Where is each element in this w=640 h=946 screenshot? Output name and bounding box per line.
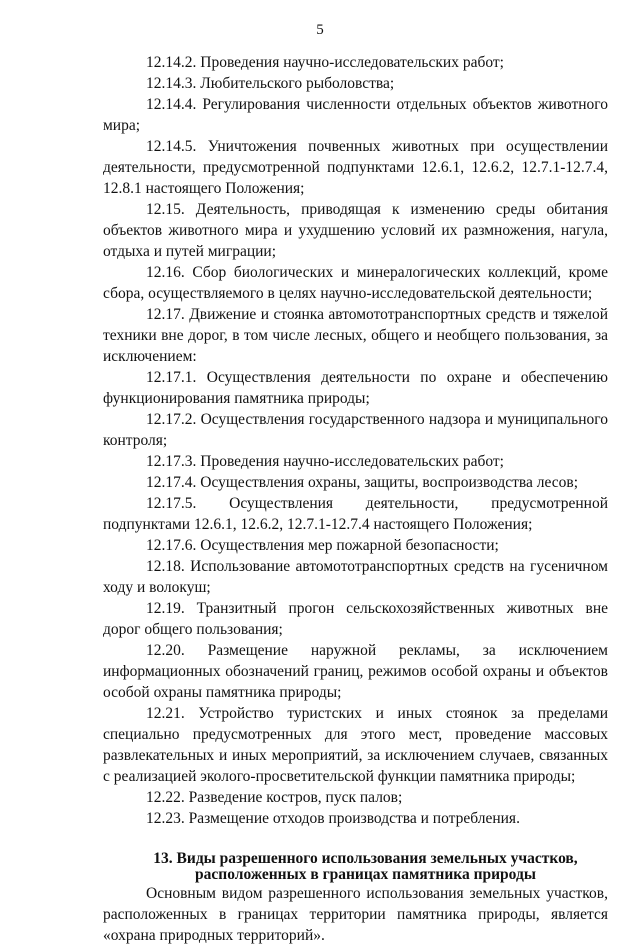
paragraph-12-16: 12.16. Сбор биологических и минералогических коллекций, кроме сбора, осуществляемого в целях научно-исследовательской деятельности; — [103, 264, 608, 302]
document-body — [103, 52, 608, 946]
paragraph-12-17-3: 12.17.3. Проведения научно-исследовательских работ; — [146, 453, 504, 470]
paragraph-12-17: 12.17. Движение и стоянка автомототранспортных средств и тяжелой техники вне дорог, в том числе лесных, общего и необщего пользования, за исключением: — [103, 306, 608, 365]
paragraph-12-21: 12.21. Устройство туристских и иных стоянок за пределами специально предусмотренных для этого мест, проведение массовых развлекательных и иных мероприятий, за исключением случаев, связанных с реализацией эколого-просветительской функции памятника природы; — [103, 705, 608, 785]
section-13-heading — [103, 851, 608, 883]
paragraph-12-14-5: 12.14.5. Уничтожения почвенных животных при осуществлении деятельности, предусмотренной подпунктами 12.6.1, 12.6.2, 12.7.1-12.7.4, 12.8.1 настоящего Положения; — [103, 138, 608, 197]
paragraph-12-19: 12.19. Транзитный прогон сельскохозяйственных животных вне дорог общего пользования; — [103, 600, 608, 638]
paragraph-12-17-4: 12.17.4. Осуществления охраны, защиты, воспроизводства лесов; — [146, 474, 579, 491]
paragraph-12-23: 12.23. Размещение отходов производства и потребления. — [146, 810, 520, 827]
paragraph-12-14-4: 12.14.4. Регулирования численности отдельных объектов животного мира; — [103, 96, 608, 134]
section-13-heading-line2: расположенных в границах памятника природы — [195, 866, 536, 883]
section-13-body: Основным видом разрешенного использования земельных участков, расположенных в границах территории памятника природы, является «охрана природных территорий». — [103, 885, 608, 944]
paragraph-12-17-6: 12.17.6. Осуществления мер пожарной безопасности; — [146, 537, 499, 554]
paragraph-12-14-2: 12.14.2. Проведения научно-исследовательских работ; — [146, 54, 504, 71]
paragraph-12-17-5: 12.17.5. Осуществления деятельности, предусмотренной подпунктами 12.6.1, 12.6.2, 12.7.1-12.7.4 настоящего Положения; — [103, 495, 608, 533]
paragraph-12-15: 12.15. Деятельность, приводящая к изменению среды обитания объектов животного мира и ухудшению условий их размножения, нагула, отдыха и путей миграции; — [103, 201, 608, 260]
paragraph-12-17-1: 12.17.1. Осуществления деятельности по охране и обеспечению функционирования памятника природы; — [103, 369, 608, 407]
paragraph-12-17-2: 12.17.2. Осуществления государственного надзора и муниципального контроля; — [103, 411, 608, 449]
page-number: 5 — [316, 22, 324, 38]
paragraph-12-18: 12.18. Использование автомототранспортных средств на гусеничном ходу и волокуш; — [103, 558, 608, 596]
paragraph-12-20: 12.20. Размещение наружной рекламы, за исключением информационных обозначений границ, режимов особой охраны и объектов особой охраны памятника природы; — [103, 642, 608, 701]
section-13-heading-line1: 13. Виды разрешенного использования земельных участков, — [153, 850, 578, 867]
paragraph-12-22: 12.22. Разведение костров, пуск палов; — [146, 789, 403, 806]
paragraph-12-14-3: 12.14.3. Любительского рыболовства; — [146, 75, 395, 92]
